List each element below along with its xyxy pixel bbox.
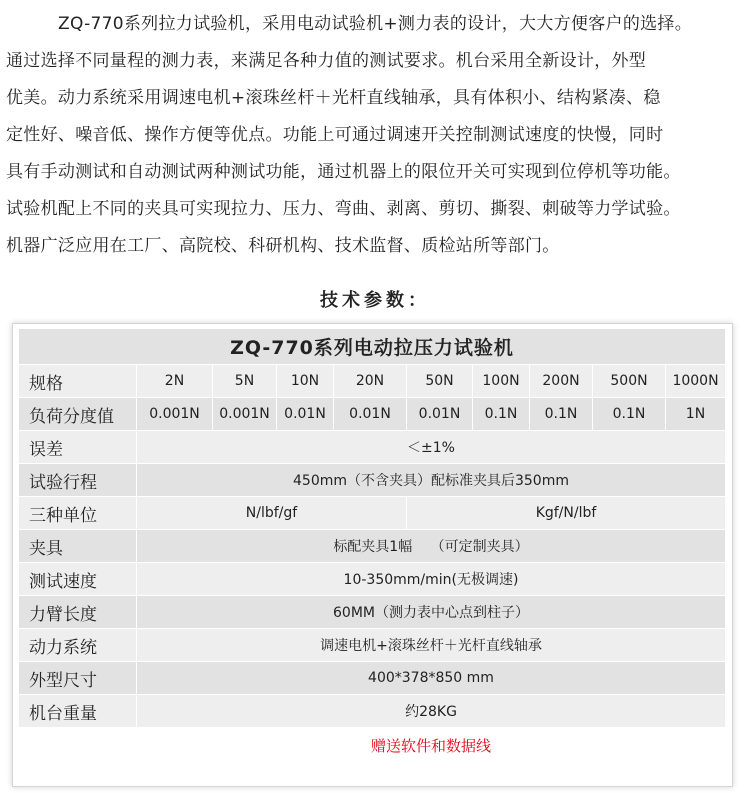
row-label: 误差: [19, 431, 137, 464]
row-value: 60MM（测力表中心点到柱子）: [137, 596, 726, 629]
intro-line: 机器广泛应用在工厂、高院校、科研机构、技术监督、质检站所等部门。: [6, 236, 560, 256]
spec-cell: 50N: [407, 365, 473, 398]
intro-paragraph: [6, 6, 746, 265]
row-value: 450mm（不含夹具）配标准夹具后350mm: [137, 464, 726, 497]
row-label: 动力系统: [19, 629, 137, 662]
resolution-cell: 0.1N: [473, 398, 530, 431]
row-label: 测试速度: [19, 563, 137, 596]
spec-cell: 500N: [593, 365, 666, 398]
row-value: 约28KG: [137, 695, 726, 728]
table-row-speed: [19, 563, 726, 596]
table-row-power: [19, 629, 726, 662]
resolution-cell: 0.1N: [593, 398, 666, 431]
resolution-cell: 1N: [666, 398, 726, 431]
row-label: 力臂长度: [19, 596, 137, 629]
resolution-cell: 0.001N: [137, 398, 213, 431]
row-value: 10-350mm/min(无极调速): [137, 563, 726, 596]
table-row-spec: [19, 365, 726, 398]
resolution-cell: 0.1N: [530, 398, 593, 431]
intro-line: 具有手动测试和自动测试两种测试功能，通过机器上的限位开关可实现到位停机等功能。: [6, 162, 681, 182]
row-value: 400*378*850 mm: [137, 662, 726, 695]
spec-cell: 1000N: [666, 365, 726, 398]
intro-line: 试验机配上不同的夹具可实现拉力、压力、弯曲、剥离、剪切、撕裂、刺破等力学试验。: [6, 199, 681, 219]
spec-cell: 100N: [473, 365, 530, 398]
row-value: 标配夹具1幅 （可定制夹具）: [137, 530, 726, 563]
row-label: 三种单位: [19, 497, 137, 530]
table-row-stroke: [19, 464, 726, 497]
spec-cell: 200N: [530, 365, 593, 398]
resolution-cell: 0.001N: [213, 398, 277, 431]
row-value: N/lbf/gf: [137, 497, 407, 530]
spec-cell: 2N: [137, 365, 213, 398]
row-value: ＜±1%: [137, 431, 726, 464]
table-row-size: [19, 662, 726, 695]
table-row-units: [19, 497, 726, 530]
row-label: 规格: [19, 365, 137, 398]
spec-cell: 10N: [277, 365, 334, 398]
resolution-cell: 0.01N: [277, 398, 334, 431]
spec-cell: 5N: [213, 365, 277, 398]
section-title: 技术参数：: [320, 290, 430, 311]
note-spacer: [19, 728, 137, 763]
intro-line: 定性好、噪音低、操作方便等优点。功能上可通过调速开关控制测试速度的快慢，同时: [6, 125, 664, 145]
intro-line: ZQ-770系列拉力试验机，采用电动试验机+测力表的设计，大大方便客户的选择。: [58, 14, 693, 34]
spec-table: [19, 329, 726, 763]
table-row-resolution: [19, 398, 726, 431]
spec-cell: 20N: [334, 365, 407, 398]
resolution-cell: 0.01N: [407, 398, 473, 431]
resolution-cell: 0.01N: [334, 398, 407, 431]
intro-line: 优美。动力系统采用调速电机+滚珠丝杆＋光杆直线轴承，具有体积小、结构紧凑、稳: [6, 88, 661, 108]
table-title: ZQ-770系列电动拉压力试验机: [19, 329, 726, 365]
row-value: Kgf/N/lbf: [407, 497, 726, 530]
row-label: 机台重量: [19, 695, 137, 728]
table-row-fixture: [19, 530, 726, 563]
row-label: 外型尺寸: [19, 662, 137, 695]
table-row-note: [19, 728, 726, 763]
table-row-error: [19, 431, 726, 464]
table-row-weight: [19, 695, 726, 728]
row-value: 调速电机+滚珠丝杆＋光杆直线轴承: [137, 629, 726, 662]
row-label: 负荷分度值: [19, 398, 137, 431]
table-row-arm: [19, 596, 726, 629]
row-label: 夹具: [19, 530, 137, 563]
row-label: 试验行程: [19, 464, 137, 497]
intro-line: 通过选择不同量程的测力表，来满足各种力值的测试要求。机台采用全新设计，外型: [6, 51, 647, 71]
spec-table-panel: [12, 323, 733, 787]
bonus-note: 赠送软件和数据线: [137, 728, 726, 763]
